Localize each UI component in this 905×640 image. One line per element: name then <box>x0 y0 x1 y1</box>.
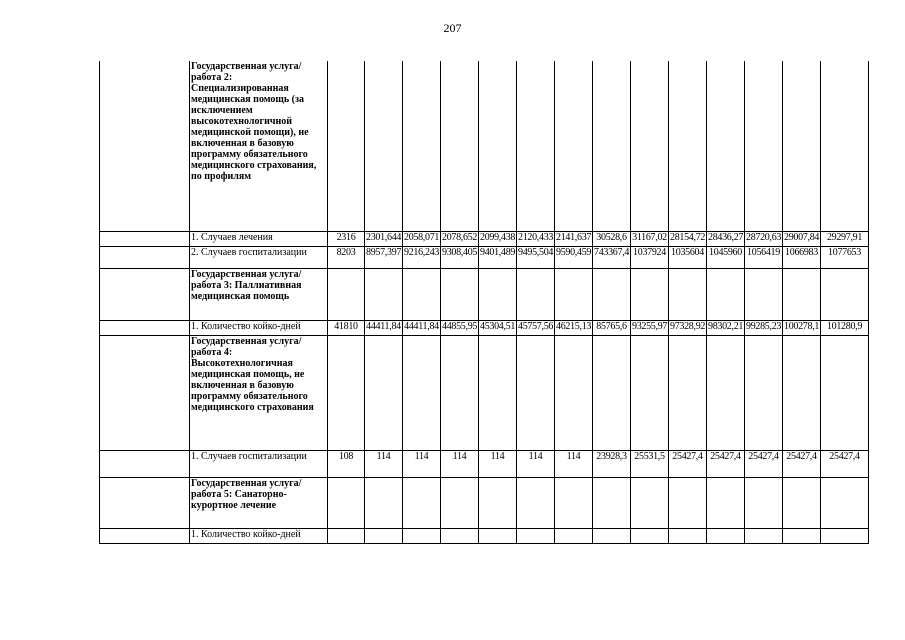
blank-cell <box>100 477 190 528</box>
value-cell: 9401,489 <box>479 246 517 268</box>
value-cell: 46215,13 <box>555 320 593 335</box>
empty-cell <box>745 477 783 528</box>
section-header-row <box>100 477 869 528</box>
value-cell: 1037924 <box>631 246 669 268</box>
empty-cell <box>593 268 631 320</box>
value-cell: 99285,23 <box>745 320 783 335</box>
value-cell <box>555 528 593 543</box>
value-cell: 44411,84 <box>403 320 441 335</box>
value-cell: 743367,4 <box>593 246 631 268</box>
value-cell: 97328,92 <box>669 320 707 335</box>
empty-cell <box>821 268 869 320</box>
value-cell: 2058,071 <box>403 231 441 246</box>
value-cell <box>365 528 403 543</box>
value-cell: 45304,51 <box>479 320 517 335</box>
row-label: 1. Количество койко-дней <box>190 528 328 543</box>
value-cell: 28436,27 <box>707 231 745 246</box>
blank-cell <box>100 61 190 231</box>
value-cell: 2099,438 <box>479 231 517 246</box>
empty-cell <box>669 268 707 320</box>
empty-cell <box>707 477 745 528</box>
value-cell: 2301,644 <box>365 231 403 246</box>
value-cell: 2120,433 <box>517 231 555 246</box>
empty-cell <box>365 61 403 231</box>
value-cell: 25427,4 <box>783 450 821 477</box>
value-cell <box>821 528 869 543</box>
empty-cell <box>593 477 631 528</box>
value-cell: 1035604 <box>669 246 707 268</box>
empty-cell <box>707 268 745 320</box>
value-cell: 108 <box>328 450 365 477</box>
blank-cell <box>100 528 190 543</box>
row-label: 2. Случаев госпитализации <box>190 246 328 268</box>
empty-cell <box>821 335 869 450</box>
value-cell: 114 <box>403 450 441 477</box>
table-row <box>100 528 869 543</box>
value-cell: 1077653 <box>821 246 869 268</box>
table-row <box>100 320 869 335</box>
value-cell <box>783 528 821 543</box>
row-label: 1. Случаев госпитализации <box>190 450 328 477</box>
value-cell <box>328 528 365 543</box>
section-title: Государственная услуга/работа 2: Специализированная медицинская помощь (за исключением высокотехнологичной медицинской помощи), не включенная в базовую программу обязательного медицинского страхования, по профилям <box>190 61 328 231</box>
value-cell: 25427,4 <box>821 450 869 477</box>
value-cell: 114 <box>517 450 555 477</box>
empty-cell <box>365 268 403 320</box>
row-label: 1. Количество койко-дней <box>190 320 328 335</box>
value-cell: 93255,97 <box>631 320 669 335</box>
empty-cell <box>403 268 441 320</box>
section-header-row <box>100 335 869 450</box>
empty-cell <box>593 335 631 450</box>
empty-cell <box>441 335 479 450</box>
empty-cell <box>365 477 403 528</box>
empty-cell <box>555 61 593 231</box>
empty-cell <box>517 268 555 320</box>
value-cell <box>517 528 555 543</box>
blank-cell <box>100 335 190 450</box>
value-cell <box>669 528 707 543</box>
empty-cell <box>783 268 821 320</box>
value-cell: 2078,652 <box>441 231 479 246</box>
empty-cell <box>479 477 517 528</box>
empty-cell <box>821 477 869 528</box>
empty-cell <box>555 335 593 450</box>
empty-cell <box>328 61 365 231</box>
section-header-row <box>100 268 869 320</box>
section-title: Государственная услуга/работа 5: Санаторно-курортное лечение <box>190 477 328 528</box>
value-cell <box>593 528 631 543</box>
empty-cell <box>403 61 441 231</box>
value-cell: 85765,6 <box>593 320 631 335</box>
empty-cell <box>328 268 365 320</box>
value-cell: 98302,21 <box>707 320 745 335</box>
value-cell <box>441 528 479 543</box>
empty-cell <box>441 268 479 320</box>
blank-cell <box>100 320 190 335</box>
value-cell: 1056419 <box>745 246 783 268</box>
value-cell: 44411,84 <box>365 320 403 335</box>
value-cell <box>403 528 441 543</box>
empty-cell <box>593 61 631 231</box>
empty-cell <box>555 268 593 320</box>
empty-cell <box>745 335 783 450</box>
empty-cell <box>707 335 745 450</box>
empty-cell <box>479 268 517 320</box>
empty-cell <box>745 268 783 320</box>
value-cell <box>631 528 669 543</box>
value-cell: 25531,5 <box>631 450 669 477</box>
empty-cell <box>328 477 365 528</box>
value-cell: 2316 <box>328 231 365 246</box>
empty-cell <box>707 61 745 231</box>
empty-cell <box>783 61 821 231</box>
empty-cell <box>745 61 783 231</box>
page-number: 207 <box>443 21 462 35</box>
value-cell: 9216,243 <box>403 246 441 268</box>
empty-cell <box>517 477 555 528</box>
value-cell: 1045960 <box>707 246 745 268</box>
empty-cell <box>328 335 365 450</box>
value-cell: 9308,405 <box>441 246 479 268</box>
empty-cell <box>479 61 517 231</box>
row-label: 1. Случаев лечения <box>190 231 328 246</box>
empty-cell <box>517 61 555 231</box>
value-cell: 44855,95 <box>441 320 479 335</box>
value-cell: 114 <box>441 450 479 477</box>
value-cell: 100278,1 <box>783 320 821 335</box>
empty-cell <box>631 477 669 528</box>
value-cell <box>479 528 517 543</box>
value-cell: 31167,02 <box>631 231 669 246</box>
value-cell: 114 <box>555 450 593 477</box>
empty-cell <box>365 335 403 450</box>
value-cell: 41810 <box>328 320 365 335</box>
section-header-row <box>100 61 869 231</box>
value-cell: 25427,4 <box>707 450 745 477</box>
blank-cell <box>100 231 190 246</box>
empty-cell <box>821 61 869 231</box>
value-cell: 1066983 <box>783 246 821 268</box>
value-cell <box>745 528 783 543</box>
empty-cell <box>669 477 707 528</box>
empty-cell <box>441 61 479 231</box>
empty-cell <box>631 61 669 231</box>
empty-cell <box>517 335 555 450</box>
value-cell: 30528,6 <box>593 231 631 246</box>
blank-cell <box>100 450 190 477</box>
value-cell: 28720,63 <box>745 231 783 246</box>
value-cell: 45757,56 <box>517 320 555 335</box>
empty-cell <box>669 61 707 231</box>
empty-cell <box>555 477 593 528</box>
value-cell: 28154,72 <box>669 231 707 246</box>
empty-cell <box>783 335 821 450</box>
value-cell: 101280,9 <box>821 320 869 335</box>
table-row <box>100 246 869 268</box>
value-cell <box>707 528 745 543</box>
empty-cell <box>783 477 821 528</box>
value-cell: 25427,4 <box>745 450 783 477</box>
value-cell: 8957,397 <box>365 246 403 268</box>
empty-cell <box>631 268 669 320</box>
value-cell: 9590,459 <box>555 246 593 268</box>
value-cell: 9495,504 <box>517 246 555 268</box>
value-cell: 8203 <box>328 246 365 268</box>
table-row <box>100 231 869 246</box>
section-title: Государственная услуга/работа 4: Высокотехнологичная медицинская помощь, не включенная в базовую программу обязательного медицинского страхования <box>190 335 328 450</box>
value-cell: 114 <box>365 450 403 477</box>
value-cell: 29007,84 <box>783 231 821 246</box>
empty-cell <box>403 477 441 528</box>
section-title: Государственная услуга/работа 3: Паллиативная медицинская помощь <box>190 268 328 320</box>
value-cell: 114 <box>479 450 517 477</box>
empty-cell <box>441 477 479 528</box>
empty-cell <box>479 335 517 450</box>
value-cell: 23928,3 <box>593 450 631 477</box>
blank-cell <box>100 268 190 320</box>
empty-cell <box>669 335 707 450</box>
blank-cell <box>100 246 190 268</box>
empty-cell <box>631 335 669 450</box>
value-cell: 2141,637 <box>555 231 593 246</box>
value-cell: 29297,91 <box>821 231 869 246</box>
table-row <box>100 450 869 477</box>
value-cell: 25427,4 <box>669 450 707 477</box>
empty-cell <box>403 335 441 450</box>
budget-table <box>99 61 869 544</box>
